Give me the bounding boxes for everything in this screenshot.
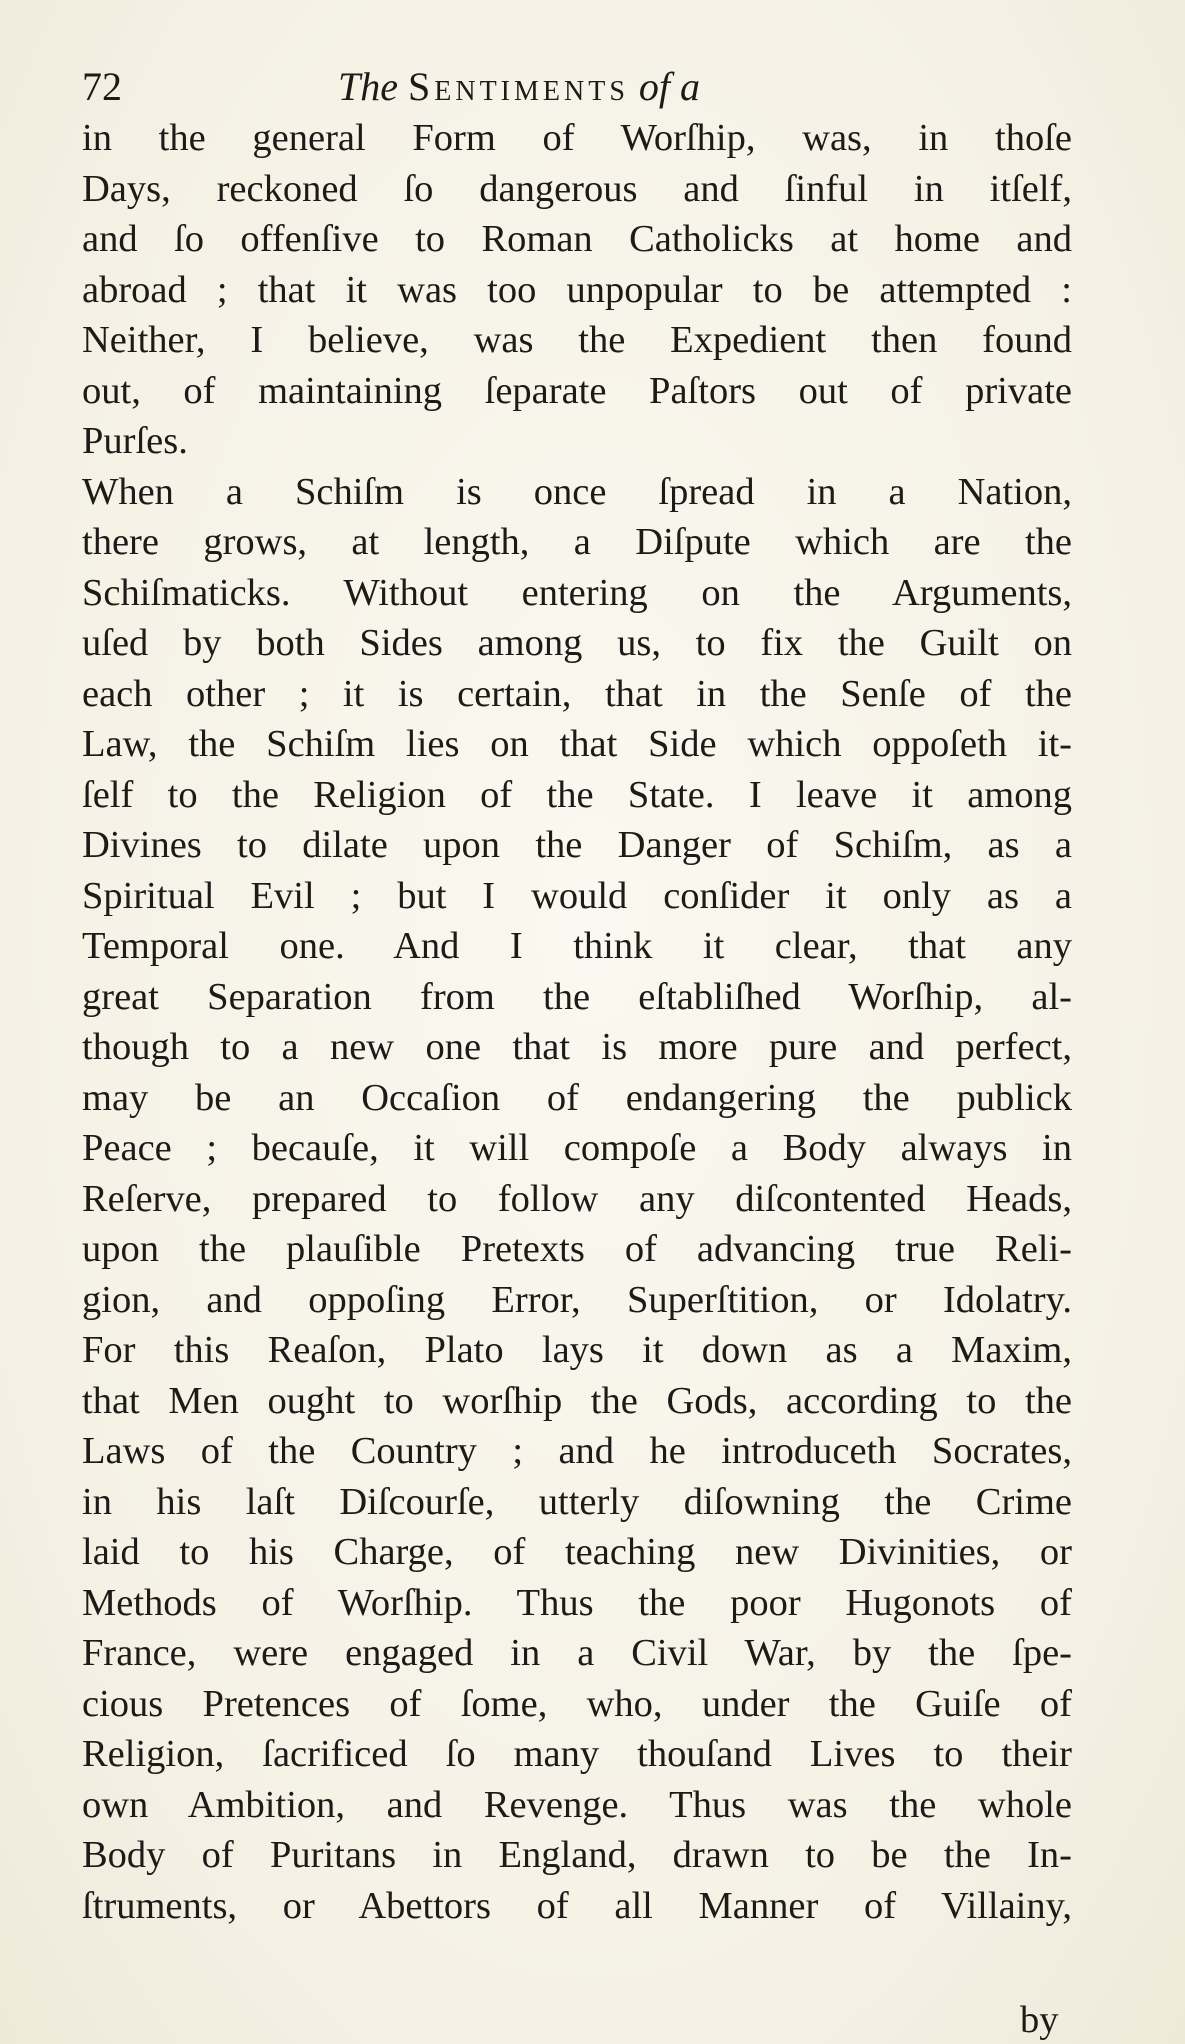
text-line: When a Schiſm is once ſpread in a Nation,	[82, 470, 1072, 513]
text-line: Neither, I believe, was the Expedient then found	[82, 319, 1072, 361]
text-line: Law, the Schiſm lies on that Side which oppoſeth it-	[82, 723, 1072, 765]
text-line: that Men ought to worſhip the Gods, according to the	[82, 1379, 1072, 1422]
text-line: in the general Form of Worſhip, was, in thoſe	[82, 117, 1072, 159]
text-line: Laws of the Country ; and he introduceth Socrates,	[82, 1430, 1072, 1472]
text-line: Religion, ſacrificed ſo many thouſand Lives to their	[82, 1733, 1072, 1775]
text-line: For this Reaſon, Plato lays it down as a Maxim,	[82, 1329, 1072, 1371]
text-line: Days, reckoned ſo dangerous and ſinful in itſelf,	[82, 167, 1072, 210]
text-line: Reſerve, prepared to follow any diſcontented Heads,	[82, 1177, 1072, 1220]
text-line: cious Pretences of ſome, who, under the Guiſe of	[82, 1682, 1072, 1725]
text-line: Methods of Worſhip. Thus the poor Hugonots of	[82, 1581, 1072, 1624]
text-line: upon the plauſible Pretexts of advancing true Reli-	[82, 1228, 1072, 1270]
text-line: Schiſmaticks. Without entering on the Arguments,	[82, 571, 1072, 614]
running-title-suffix: of a	[638, 64, 701, 109]
running-title-main: Sentiments	[408, 64, 629, 109]
text-line: out, of maintaining ſeparate Paſtors out of private	[82, 369, 1072, 412]
text-line: may be an Occaſion of endangering the publick	[82, 1076, 1072, 1119]
text-line: abroad ; that it was too unpopular to be attempted :	[82, 268, 1072, 311]
running-head	[82, 62, 1072, 112]
text-line: Divines to dilate upon the Danger of Schiſm, as a	[82, 824, 1072, 866]
text-line: uſed by both Sides among us, to fix the Guilt on	[82, 622, 1072, 664]
text-line: Peace ; becauſe, it will compoſe a Body always in	[82, 1127, 1072, 1169]
running-title	[338, 62, 700, 112]
text-line: Temporal one. And I think it clear, that any	[82, 925, 1072, 967]
text-line: Body of Puritans in England, drawn to be the In-	[82, 1834, 1072, 1876]
text-line: gion, and oppoſing Error, Superſtition, or Idolatry.	[82, 1278, 1072, 1321]
text-line: and ſo offenſive to Roman Catholicks at home and	[82, 218, 1072, 260]
text-line: France, were engaged in a Civil War, by the ſpe-	[82, 1632, 1072, 1674]
text-line: own Ambition, and Revenge. Thus was the whole	[82, 1783, 1072, 1826]
page-number: 72	[82, 64, 122, 109]
text-line: in his laſt Diſcourſe, utterly diſowning the Crime	[82, 1480, 1072, 1523]
text-line: great Separation from the eſtabliſhed Worſhip, al-	[82, 975, 1072, 1018]
text-line: Purſes.	[82, 420, 188, 462]
running-title-prefix: The	[338, 64, 398, 109]
text-line: there grows, at length, a Diſpute which are the	[82, 521, 1072, 563]
catchword: by	[1020, 1999, 1059, 2041]
text-line: laid to his Charge, of teaching new Divinities, or	[82, 1531, 1072, 1573]
text-line: Spiritual Evil ; but I would conſider it only as a	[82, 874, 1072, 917]
body-text	[82, 113, 1072, 1931]
text-line: ſelf to the Religion of the State. I leave it among	[82, 773, 1072, 816]
text-line: ſtruments, or Abettors of all Manner of Villainy,	[82, 1884, 1072, 1927]
text-line: each other ; it is certain, that in the Senſe of the	[82, 672, 1072, 715]
text-line: though to a new one that is more pure and perfect,	[82, 1026, 1072, 1068]
